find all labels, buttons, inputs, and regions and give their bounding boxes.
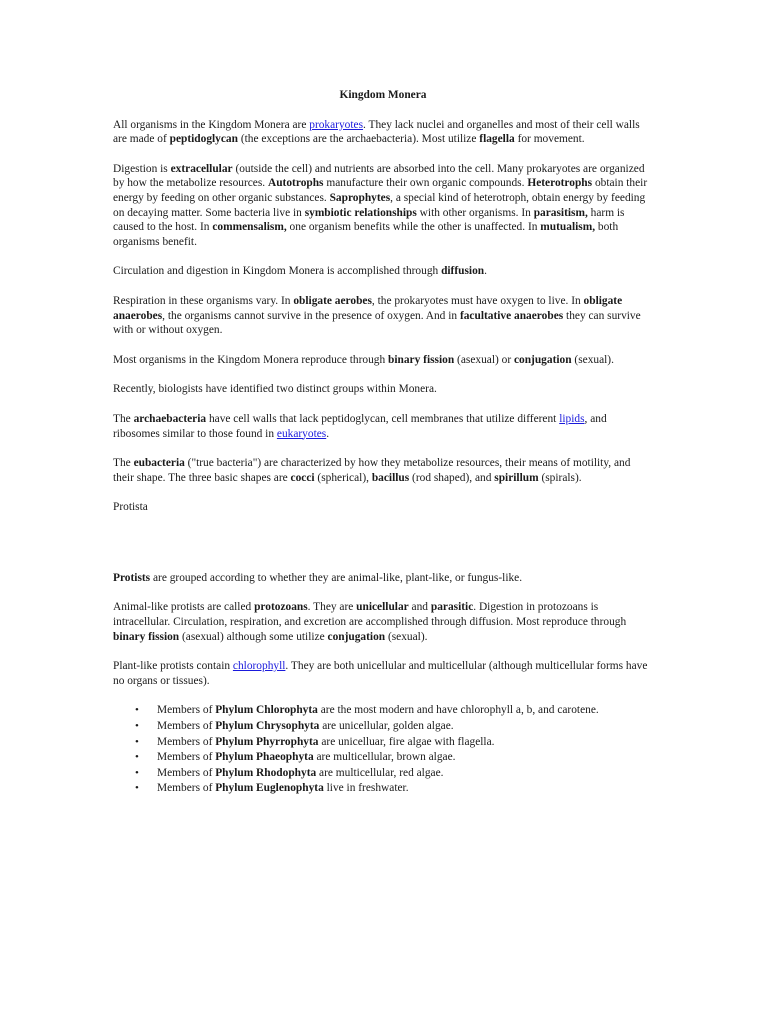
bold-term: peptidoglycan — [169, 133, 238, 146]
text-run: Animal-like protists are called — [113, 601, 255, 614]
text-run: for movement. — [514, 133, 585, 146]
paragraph-archaebacteria — [113, 412, 653, 441]
bold-term: Autotrophs — [268, 177, 324, 190]
text-run: Members of — [157, 782, 216, 795]
text-run: , a special kind of heterotroph, obtain energy by feeding on decaying matter. Some bacteria live in — [113, 191, 646, 219]
bold-term: spirillum — [494, 471, 539, 484]
bold-term: Protists — [113, 571, 151, 584]
paragraph-circulation — [113, 264, 653, 279]
bold-term: protozoans — [254, 601, 308, 614]
text-run: Plant-like protists contain — [113, 660, 233, 673]
text-run: (spirals). — [538, 471, 582, 484]
list-item — [135, 719, 653, 735]
paragraph-digestion — [113, 162, 653, 250]
bold-term: flagella — [479, 133, 515, 146]
text-run: The — [113, 457, 134, 470]
paragraph-respiration — [113, 294, 653, 338]
bold-term: symbiotic relationships — [304, 206, 417, 219]
text-run: (the exceptions are the archaebacteria). Most utilize — [237, 133, 480, 146]
text-run: harm is caused to the host. In — [113, 206, 625, 234]
text-run: live in freshwater. — [323, 782, 409, 795]
text-run: (spherical), — [314, 471, 372, 484]
link-prokaryotes[interactable]: prokaryotes — [309, 118, 364, 131]
text-run: . — [326, 427, 330, 440]
bold-term: Phylum Euglenophyta — [215, 782, 324, 795]
paragraph-protists — [113, 571, 653, 586]
bold-term: Saprophytes — [329, 191, 391, 204]
bullet-icon: • — [135, 782, 139, 795]
bold-term: Phylum Chrysophyta — [215, 720, 320, 733]
text-run: , the organisms cannot survive in the presence of oxygen. And in — [162, 309, 460, 322]
list-item — [135, 750, 653, 766]
text-run: Members of — [157, 751, 216, 764]
text-run: (rod shaped), and — [409, 471, 495, 484]
text-run: Most organisms in the Kingdom Monera reproduce through — [113, 353, 389, 366]
text-run: are multicellular, brown algae. — [313, 751, 456, 764]
text-run: Circulation and digestion in Kingdom Monera is accomplished through — [113, 265, 442, 278]
text-run: All organisms in the Kingdom Monera are — [113, 118, 310, 131]
bold-term: mutualism, — [540, 221, 596, 234]
text-run: obtain their energy by feeding on other organic substances. — [113, 177, 648, 204]
bullet-icon: • — [135, 704, 139, 717]
bold-term: eubacteria — [133, 457, 185, 470]
text-run: (outside the cell) and nutrients are absorbed into the cell. Many prokaryotes are organized by how the metabolize resources. — [113, 162, 645, 190]
bold-term: conjugation — [327, 630, 386, 643]
text-run: manufacture their own organic compounds. — [323, 177, 528, 190]
text-run: . They are both unicellular and multicellular (although multicellular forms have no organs or tissues). — [113, 660, 648, 687]
blank-space — [113, 529, 653, 571]
paragraph-two-groups — [113, 382, 653, 397]
text-run: are multicellular, red algae. — [316, 766, 444, 779]
page-title: Kingdom Monera — [339, 89, 427, 101]
bold-term: Phylum Chlorophyta — [215, 704, 318, 717]
paragraph-protozoans — [113, 600, 653, 644]
list-item — [135, 735, 653, 751]
text-run: (asexual) or — [454, 353, 514, 366]
text-run: (sexual). — [571, 353, 614, 366]
bold-term: binary fission — [113, 630, 180, 643]
text-run: they can survive with or without oxygen. — [113, 309, 641, 337]
bold-term: bacillus — [371, 471, 410, 484]
text-run: one organism benefits while the other is unaffected. In — [286, 221, 541, 234]
document-body — [113, 88, 653, 797]
link-eukaryotes[interactable]: eukaryotes — [276, 427, 327, 440]
list-item — [135, 703, 653, 719]
text-run: Members of — [157, 720, 216, 733]
bullet-icon: • — [135, 751, 139, 764]
text-run: Members of — [157, 704, 216, 717]
text-run: Recently, biologists have identified two distinct groups within Monera. — [113, 383, 437, 396]
text-run: . They lack nuclei and organelles and most of their cell walls are made of — [113, 118, 640, 146]
paragraph-plant-like-protists — [113, 659, 653, 688]
text-run: are grouped according to whether they are animal-like, plant-like, or fungus-like. — [150, 571, 523, 584]
bold-term: cocci — [290, 471, 315, 484]
text-run: Digestion is — [113, 162, 171, 175]
bold-term: Phylum Phaeophyta — [215, 751, 314, 764]
text-run: both organisms benefit. — [113, 221, 619, 248]
bold-term: binary fission — [388, 353, 455, 366]
bold-term: parasitism, — [533, 206, 588, 219]
text-run: are unicelluar, fire algae with flagella. — [318, 735, 495, 748]
bold-term: obligate aerobes — [293, 294, 372, 307]
bold-term: diffusion — [441, 265, 485, 278]
bullet-icon: • — [135, 735, 139, 748]
phylum-list — [113, 703, 653, 797]
text-run: . They are — [307, 601, 357, 614]
text-run: , and ribosomes similar to those found in — [113, 412, 607, 440]
text-run: Members of — [157, 766, 216, 779]
text-run: (asexual) although some utilize — [179, 630, 328, 643]
paragraph-reproduction — [113, 353, 653, 368]
text-run: ("true bacteria") are characterized by how they metabolize resources, their means of motility, and their shape. The three basic shapes are — [113, 457, 631, 484]
section-heading-protista: Protista — [113, 501, 148, 514]
paragraph-monera-overview — [113, 118, 653, 147]
bold-term: conjugation — [513, 353, 572, 366]
text-run: are unicellular, golden algae. — [319, 720, 454, 733]
text-run: have cell walls that lack peptidoglycan, cell membranes that utilize different — [206, 412, 560, 425]
text-run: The — [113, 412, 134, 425]
bold-term: parasitic — [430, 601, 474, 614]
link-lipids[interactable]: lipids — [559, 412, 585, 425]
text-run: Respiration in these organisms vary. In — [113, 294, 294, 307]
bold-term: archaebacteria — [133, 412, 207, 425]
text-run: (sexual). — [385, 630, 428, 643]
text-run: . — [484, 265, 487, 278]
paragraph-eubacteria — [113, 456, 653, 485]
bold-term: facultative anaerobes — [459, 309, 564, 322]
bold-term: obligate anaerobes — [113, 294, 623, 322]
bullet-icon: • — [135, 766, 139, 779]
bold-term: extracellular — [170, 162, 233, 175]
text-run: and — [408, 601, 431, 614]
text-run: . Digestion in protozoans is intracellular. Circulation, respiration, and excretion are accomplished through diffusion. Most reproduce through — [113, 601, 627, 629]
text-run: with other organisms. In — [416, 206, 534, 219]
bold-term: commensalism, — [212, 221, 287, 234]
bold-term: Heterotrophs — [527, 177, 593, 190]
bold-term: Phylum Rhodophyta — [215, 766, 317, 779]
list-item — [135, 766, 653, 782]
link-chlorophyll[interactable]: chlorophyll — [232, 660, 286, 673]
list-item — [135, 781, 653, 797]
text-run: are the most modern and have chlorophyll a, b, and carotene. — [317, 704, 599, 717]
bold-term: unicellular — [356, 601, 409, 614]
text-run: , the prokaryotes must have oxygen to live. In — [371, 294, 584, 307]
text-run: Members of — [157, 735, 216, 748]
bullet-icon: • — [135, 720, 139, 733]
bold-term: Phylum Phyrrophyta — [215, 735, 319, 748]
